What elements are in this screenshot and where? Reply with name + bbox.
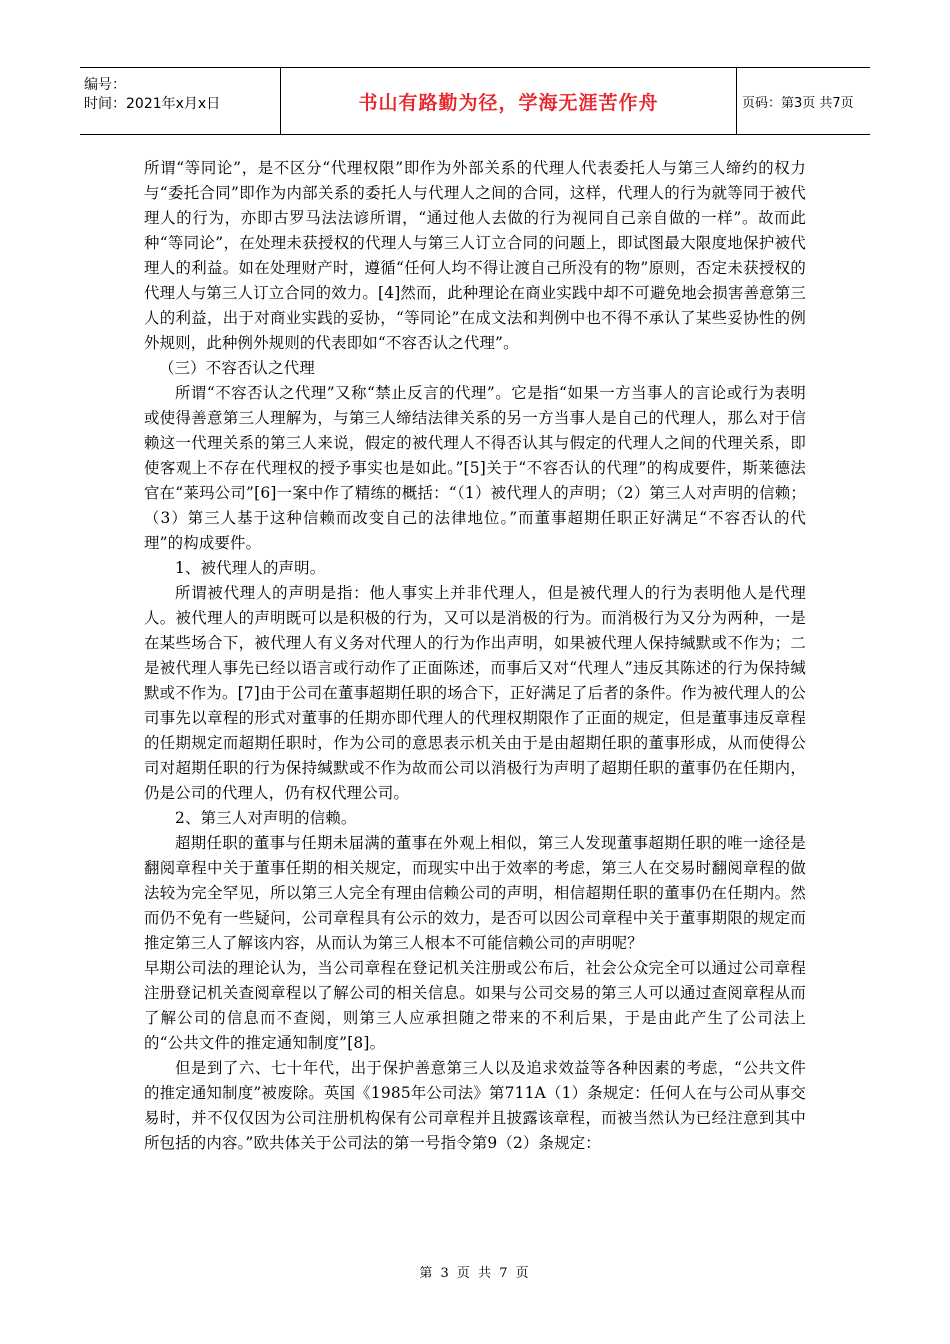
paragraph: 所谓“不容否认之代理”又称“禁止反言的代理”。它是指“如果一方当事人的言论或行为表明或使得善意第三人理解为，与第三人缔结法律关系的另一方当事人是自己的代理人，那么对于信赖这一代理关系的第三人来说，假定的被代理人不得否认其与假定的代理人之间的代理关系，即使客观上不存在代理权的授予事实也是如此。”[5]关于“不容否认的代理”的构成要件，斯莱德法官在“莱玛公司”[6]一案中作了精练的概括：“（1）被代理人的声明；（2）第三人对声明的信赖；（3）第三人基于这种信赖而改变自己的法律地位。”而董事超期任职正好满足“不容否认的代理”的构成要件。 [144,384,806,552]
header-motto: 书山有路勤为径，学海无涯苦作舟 [358,91,659,114]
document-number-label: 编号： [84,77,126,93]
paragraph: 所谓“等同论”，是不区分“代理权限”即作为外部关系的代理人代表委托人与第三人缔约的权力与“委托合同”即作为内部关系的委托人与代理人之间的合同，这样，代理人的行为就等同于被代理人的行为，亦即古罗马法法谚所谓，“通过他人去做的行为视同自己亲自做的一样”。故而此种“等同论”，在处理未获授权的代理人与第三人订立合同的问题上，即试图最大限度地保护被代理人的利益。如在处理财产时，遵循“任何人均不得让渡自己所没有的物”原则，否定未获授权的代理人与第三人订立合同的效力。[4]然而，此种理论在商业实践中却不可避免地会损害善意第三人的利益，出于对商业实践的妥协，“等同论”在成文法和判例中也不得不承认了某些妥协性的例外规则，此种例外规则的代表即如“不容否认之代理”。 [144,159,806,352]
page-footer: 第 3 页 共 7 页 [419,1266,531,1281]
header-page-info: 页码：第3页 共7页 [742,95,854,111]
header-left-cell [80,68,280,134]
paragraph: 超期任职的董事与任期未届满的董事在外观上相似，第三人发现董事超期任职的唯一途径是翻阅章程中关于董事任期的相关规定，而现实中出于效率的考虑，第三人在交易时翻阅章程的做法较为完全罕见，所以第三人完全有理由信赖公司的声明，相信超期任职的董事仍在任期内。然而仍不免有一些疑问，公司章程具有公示的效力，是否可以因公司章程中关于董事期限的规定而推定第三人了解该内容，从而认为第三人根本不可能信赖公司的声明呢？ [144,834,806,952]
header-motto-cell [280,68,737,134]
document-body [144,156,806,1156]
section-heading: （三）不容否认之代理 [159,359,315,377]
subsection-heading: 1、被代理人的声明。 [175,559,326,577]
paragraph: 早期公司法的理论认为，当公司章程在登记机关注册或公布后，社会公众完全可以通过公司章程注册登记机关查阅章程以了解公司的相关信息。如果与公司交易的第三人可以通过查阅章程从而了解公司的信息而不查阅，则第三人应承担随之带来的不利后果，于是由此产生了公司法上的“公共文件的推定通知制度”[8]。 [144,959,806,1052]
paragraph: 所谓被代理人的声明是指：他人事实上并非代理人，但是被代理人的行为表明他人是代理人。被代理人的声明既可以是积极的行为，又可以是消极的行为。而消极行为又分为两种，一是在某些场合下，被代理人有义务对代理人的行为作出声明，如果被代理人保持缄默或不作为；二是被代理人事先已经以语言或行动作了正面陈述，而事后又对“代理人”违反其陈述的行为保持缄默或不作为。[7]由于公司在董事超期任职的场合下，正好满足了后者的条件。作为被代理人的公司事先以章程的形式对董事的任期亦即代理人的代理权期限作了正面的规定，但是董事违反章程的任期规定而超期任职时，作为公司的意思表示机关由于是由超期任职的董事形成，从而使得公司对超期任职的行为保持缄默或不作为故而公司以消极行为声明了超期任职的董事仍在任期内，仍是公司的代理人，仍有权代理公司。 [144,584,806,802]
document-time-label: 时间：2021年x月x日 [84,96,221,112]
subsection-heading: 2、第三人对声明的信赖。 [175,809,357,827]
header-page-cell [736,68,870,134]
page-header [80,67,870,135]
paragraph: 但是到了六、七十年代，出于保护善意第三人以及追求效益等各种因素的考虑，“公共文件的推定通知制度”被废除。英国《1985年公司法》第711A（1）条规定：任何人在与公司从事交易时，并不仅仅因为公司注册机构保有公司章程并且披露该章程，而被当然认为已经注意到其中所包括的内容。”欧共体关于公司法的第一号指令第9（2）条规定： [144,1059,806,1152]
